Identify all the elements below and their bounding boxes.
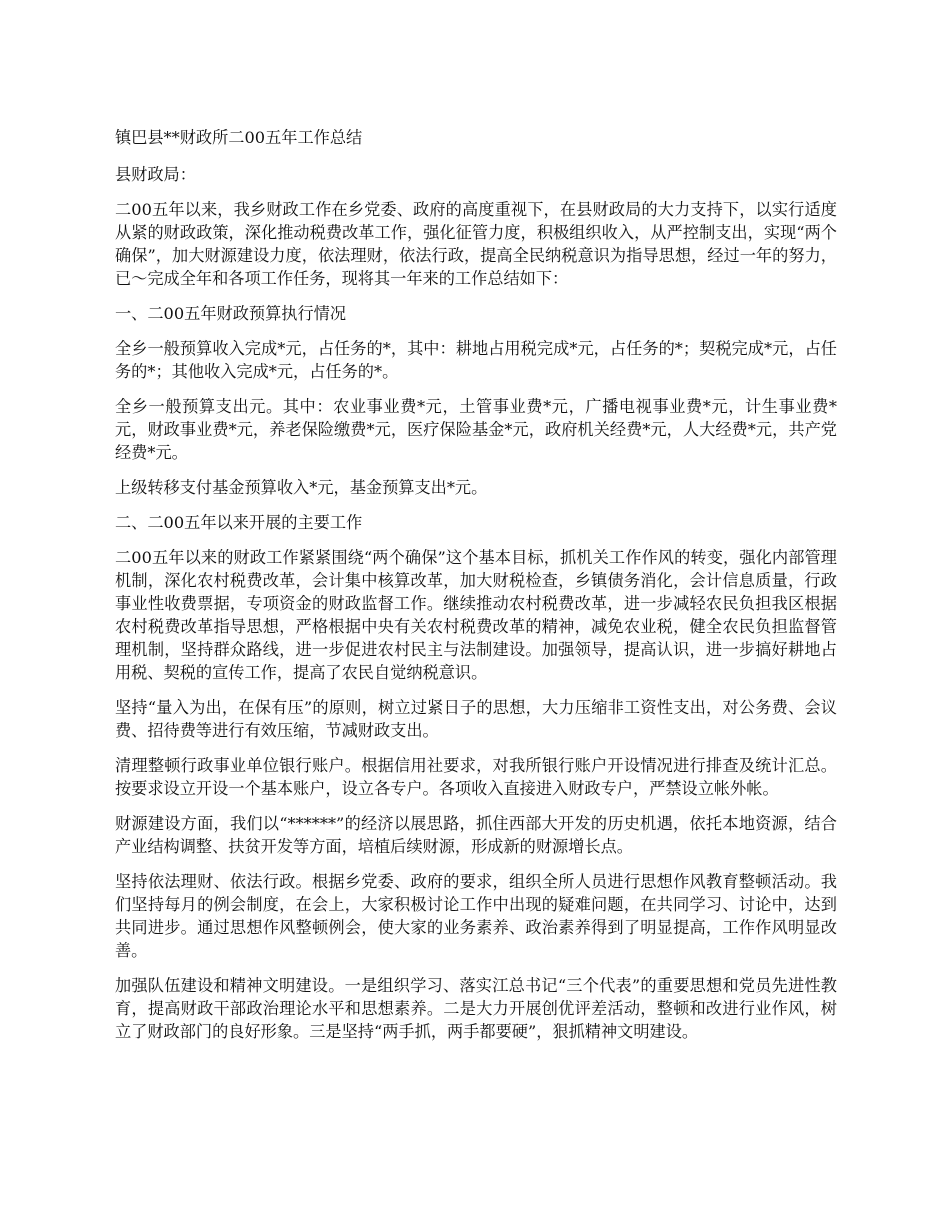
section-heading-1: 一、二00五年财政预算执行情况 [115, 304, 347, 323]
paragraph-revenue: 全乡一般预算收入完成*元，占任务的*，其中：耕地占用税完成*元，占任务的*；契税完成*元，占任务的*；其他收入完成*元，占任务的*。 [115, 339, 837, 381]
document-body [115, 126, 837, 1055]
paragraph-team-building: 加强队伍建设和精神文明建设。一是组织学习、落实江总书记“三个代表”的重要思想和党员先进性教育，提高财政干部政治理论水平和思想素养。二是大力开展创优评差活动，整顿和改进行业作风，树立了财政部门的良好形象。三是坚持“两手抓，两手都要硬”，狠抓精神文明建设。 [115, 976, 837, 1041]
paragraph-bank-accounts: 清理整顿行政事业单位银行账户。根据信用社要求，对我所银行账户开设情况进行排查及统计汇总。按要求设立开设一个基本账户，设立各专户。各项收入直接进入财政专户，严禁设立帐外帐。 [115, 756, 837, 798]
paragraph-intro: 二00五年以来，我乡财政工作在乡党委、政府的高度重视下，在县财政局的大力支持下，以实行适度从紧的财政政策，深化推动税费改革工作，强化征管力度，积极组织收入，从严控制支出，实现“两个确保”，加大财源建设力度，依法理财，依法行政，提高全民纳税意识为指导思想，经过一年的努力，已～完成全年和各项工作任务，现将其一年来的工作总结如下： [115, 200, 837, 288]
paragraph-main-work: 二00五年以来的财政工作紧紧围绕“两个确保”这个基本目标，抓机关工作作风的转变，强化内部管理机制，深化农村税费改革，会计集中核算改革，加大财税检查，乡镇债务消化，会计信息质量，行政事业性收费票据，专项资金的财政监督工作。继续推动农村税费改革，进一步减轻农民负担我区根据农村税费改革指导思想，严格根据中央有关农村税费改革的精神，减免农业税，健全农民负担监督管理机制，坚持群众路线，进一步促进农村民主与法制建设。加强领导，提高认识，进一步搞好耕地占用税、契税的宣传工作，提高了农民自觉纳税意识。 [115, 548, 837, 682]
paragraph-spending-control: 坚持“量入为出，在保有压”的原则，树立过紧日子的思想，大力压缩非工资性支出，对公务费、会议费、招待费等进行有效压缩，节减财政支出。 [115, 698, 837, 740]
section-heading-2: 二、二00五年以来开展的主要工作 [115, 513, 363, 532]
paragraph-transfer: 上级转移支付基金预算收入*元，基金预算支出*元。 [115, 478, 488, 497]
salutation: 县财政局： [115, 165, 196, 184]
paragraph-lawful-finance: 坚持依法理财、依法行政。根据乡党委、政府的要求，组织全所人员进行思想作风教育整顿活动。我们坚持每月的例会制度，在会上，大家积极讨论工作中出现的疑难问题，在共同学习、讨论中，达到共同进步。通过思想作风整顿例会，使大家的业务素养、政治素养得到了明显提高，工作作风明显改善。 [115, 872, 837, 960]
paragraph-revenue-sources: 财源建设方面，我们以“******”的经济以展思路，抓住西部大开发的历史机遇，依托本地资源，结合产业结构调整、扶贫开发等方面，培植后续财源，形成新的财源增长点。 [115, 814, 837, 856]
document-title: 镇巴县**财政所二00五年工作总结 [115, 128, 363, 147]
paragraph-expenditure: 全乡一般预算支出元。其中：农业事业费*元，土管事业费*元，广播电视事业费*元，计生事业费*元，财政事业费*元，养老保险缴费*元，医疗保险基金*元，政府机关经费*元，人大经费*元，共产党经费*元。 [115, 397, 837, 462]
